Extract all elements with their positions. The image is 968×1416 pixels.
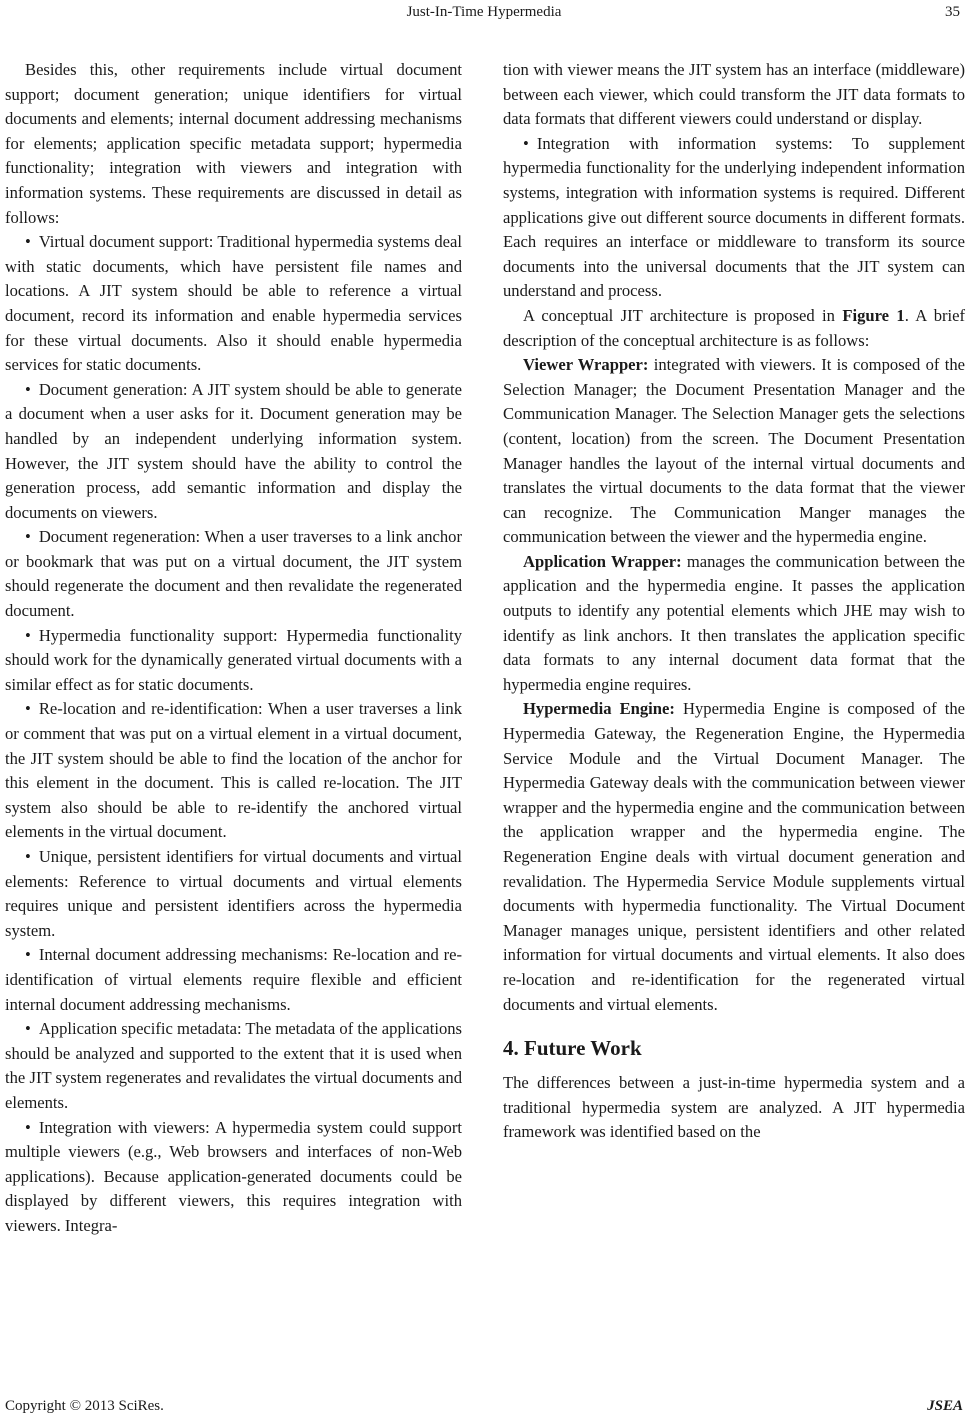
future-work-paragraph: The differences between a just-in-time hypermedia system and a traditional hypermedia system are analyzed. A JIT hypermedia framework was identified based on the (503, 1073, 965, 1142)
journal-abbreviation: JSEA (927, 1398, 963, 1414)
application-wrapper-label: Application Wrapper: (523, 551, 682, 571)
hypermedia-engine-label: Hypermedia Engine: (523, 699, 675, 719)
bullet-virtual-document-support: • Virtual document support: Traditional hypermedia systems deal with static documents, which have persistent file names and locations. A JIT system should be able to reference a virtual document, record its information and enable hypermedia services for these virtual documents. Also it should enable hypermedia services for static documents. (5, 230, 462, 378)
bullet-document-regeneration: • Document regeneration: When a user traverses to a link anchor or bookmark that was put on a virtual document, the JIT system should regenerate the document and then revalidate the regenerated document. (5, 525, 462, 623)
hypermedia-engine-paragraph (503, 697, 965, 1017)
copyright-notice: Copyright © 2013 SciRes. (5, 1398, 164, 1414)
section-heading-future-work: 4. Future Work (503, 1036, 642, 1061)
bullet-relocation-reidentification: • Re-location and re-identification: When a user traverses a link or comment that was put on a virtual element in a virtual document, the JIT system should be able to find the location of the anchor for this element in the document. This is called re-location. The JIT system also should be able to re-identify the anchored virtual elements in the virtual document. (5, 697, 462, 845)
application-wrapper-paragraph (503, 550, 965, 698)
left-column (5, 58, 462, 1239)
bullet-document-generation: • Document generation: A JIT system should be able to generate a document when a user asks for it. Document generation may be handled by an independent underlying information system. However, the JIT system should have the ability to control the generation process, add semantic information and display the documents on viewers. (5, 378, 462, 526)
bullet-application-metadata: • Application specific metadata: The metadata of the applications should be analyzed and supported to the extent that it is used when the JIT system regenerates and revalidates the virtual documents and elements. (5, 1017, 462, 1115)
viewer-wrapper-text: integrated with viewers. It is composed of the Selection Manager; the Document Presentation Manager and the Communication Manager. The Selection Manager gets the selections (content, location) from the screen. The Document Presentation Manager handles the layout of the internal virtual documents and translates the virtual documents to the data format that the viewer can recognize. The Communication Manger manages the communication between the viewer and the hypermedia engine. (503, 355, 965, 547)
bullet-internal-addressing: • Internal document addressing mechanisms: Re-location and re-identification of virtual elements require flexible and efficient internal document addressing mechanisms. (5, 943, 462, 1017)
right-column (503, 58, 965, 1145)
architecture-intro-paragraph (503, 304, 965, 353)
running-title: Just-In-Time Hypermedia (406, 4, 562, 20)
page-number: 35 (945, 4, 960, 20)
bullet-integration-viewers: • Integration with viewers: A hypermedia system could support multiple viewers (e.g., Web browsers and interfaces of non-Web applications). Because application-generated documents could be displayed by different viewers, this requires integration with viewers. Integra- (5, 1116, 462, 1239)
bullet-unique-identifiers: • Unique, persistent identifiers for virtual documents and virtual elements: Reference to virtual documents and virtual elements requires unique and persistent identifiers across the hypermedia system. (5, 845, 462, 943)
figure-1-link[interactable]: Figure 1 (842, 305, 905, 325)
application-wrapper-text: manages the communication between the application and the hypermedia engine. It passes the application outputs to identify any potential elements which JHE may wish to identify as link anchors. It then translates the application specific data formats to any internal document data format that the hypermedia engine requires. (503, 551, 965, 694)
architecture-intro-after: . A brief description of the conceptual architecture is as follows: (503, 305, 966, 350)
architecture-intro-before: A conceptual JIT architecture is proposed in (523, 305, 843, 325)
hypermedia-engine-text: Hypermedia Engine is composed of the Hypermedia Gateway, the Regeneration Engine, the Hypermedia Service Module and the Virtual Document Manager. The Hypermedia Gateway deals with the communication between viewer wrapper and the hypermedia engine and the communication between the application wrapper and the hypermedia engine. The Regeneration Engine deals with virtual document generation and revalidation. The Hypermedia Service Module supplements virtual documents with hypermedia functionality. The Virtual Document Manager manages unique, persistent identifiers and other related information for virtual documents and virtual elements. It also does re-location and re-identification for the regenerated virtual documents and virtual elements. (503, 699, 965, 1014)
viewer-wrapper-label: Viewer Wrapper: (523, 355, 649, 375)
bullet-hypermedia-functionality: • Hypermedia functionality support: Hypermedia functionality should work for the dynamically generated virtual documents with a similar effect as for static documents. (5, 624, 462, 698)
bullet-integration-information-systems: • Integration with information systems: To supplement hypermedia functionality for the underlying independent information systems, integration with information systems is required. Different applications give out different source documents in different formats. Each requires an interface or middleware to transform its source documents into the universal documents that the JIT system can understand and process. (503, 132, 965, 304)
continuation-paragraph: tion with viewer means the JIT system has an interface (middleware) between each viewer, which could transform the JIT data formats to data formats that different viewers could understand or display. (503, 60, 965, 129)
intro-paragraph: Besides this, other requirements include virtual document support; document generation; unique identifiers for virtual documents and elements; internal document addressing mechanisms for elements; application specific metadata support; hypermedia functionality; integration with viewers and integration with information systems. These requirements are discussed in detail as follows: (5, 60, 462, 227)
viewer-wrapper-paragraph (503, 353, 965, 550)
